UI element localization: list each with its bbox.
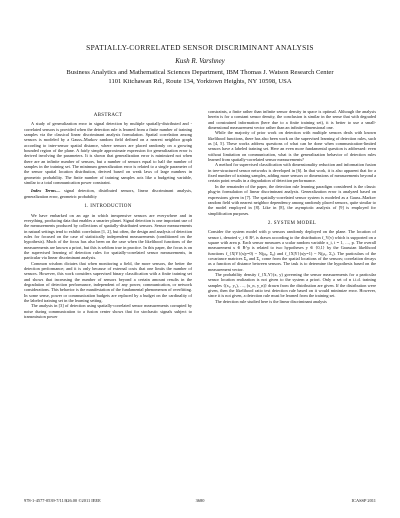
footer-venue: ICASSP 2011 — [351, 498, 376, 503]
body-paragraph: constraints, a finite rather than infinite sensor density in space is optimal. Although the analysis herein is for a constant sensor density, the conclusion is similar in the sense that with degraded and constrained information (here due to a finite training set), it is better to use a small-dimensional measurement vector rather than an infinite-dimensional one. — [208, 109, 376, 131]
abstract-text: A study of generalization error in signal detection by multiple spatially-distributed and -correlated sensors is provided when the detection rule is learned from a finite number of training samples via the classical linear discriminant analysis formulation. Spatial correlation among sensors is modeled by a Gauss–Markov random field defined on a nearest neighbor graph according to inter-sensor spatial distance, where sensors are placed randomly on a growing bounded region of the plane. A fairly simple approximate expression for generalization error is derived involving the parameters. It is shown that generalization error is minimized not when there are an infinite number of sensors, but a number of sensors equal to half the number of samples in the training set. The minimum generalization error is related to a single parameter of the sensor spatial location distribution, derived based on weak laws of large numbers in geometric probability. The finite number of training samples acts like a budgeting variable, similar to a total communication power constraint. — [24, 121, 192, 186]
body-paragraph: While the majority of prior work on detection with multiple sensors deals with known likelihood functions, there has also been work on the supervised learning of detection rules, such as [4, 5]. These works address questions of what can be done when communication-limited sensors have a labeled training set. Here an even more fundamental question is addressed: even without limitation on communication, what is the generalization behavior of detection rules learned from spatially-correlated sensor measurements? — [208, 130, 376, 163]
right-column — [208, 109, 376, 304]
footer-page-number: 3680 — [195, 498, 205, 503]
paper-title: SPATIALLY-CORRELATED SENSOR DISCRIMINANT ANALYSIS — [86, 43, 314, 52]
left-column — [24, 112, 192, 319]
affiliation-line: 1101 Kitchawan Rd., Route 134, Yorktown Heights, NY 10598, USA — [108, 77, 292, 85]
system-model-heading: 2. SYSTEM MODEL — [267, 220, 317, 226]
body-paragraph: The analysis in [3] of detection using spatially-correlated sensor measurements corrupted by noise during communication to a fusion center shows that for stochastic signals subject to transmission power — [24, 303, 192, 320]
index-terms-text: signal detection, distributed sensors, linear discriminant analysis, generalization error, geometric probability — [24, 188, 192, 199]
footer-copyright: 978-1-4577-0539-7/11/$26.00 ©2011 IEEE — [24, 498, 101, 503]
index-terms-label: Index Terms— — [31, 188, 61, 194]
body-paragraph: The probability density f_{X,Y}(x, y) governing the sensor measurements for a particular sensor location realization is not given to the system a priori. Only a set of n i.i.d. training samples {(x₁, y₁), …, (x_n, y_n)} drawn from the distribution are given. If the distribution were given, then the likelihood ratio test detection rule based on it would minimize error. However, since it is not given, a detection rule must be learned from the training set. — [208, 271, 376, 299]
body-paragraph: Consider the system model with p sensors randomly deployed on the plane. The location of sensor i, denoted v_i ∈ R², is drawn according to the distribution f_V(v) which is supported on a square with area p. Each sensor measures a scalar random variable x_i, i = 1, …, p. The overall measurement x ∈ R^p is related to two hypotheses y ∈ {0,1} by the Gaussian likelihood functions f_{X|Y}(x|y=0) ~ N(μ₀, Σ₀) and f_{X|Y}(x|y=1) ~ N(μ₁, Σ₁). The particulars of the covariance matrices Σ₀ and Σ₁ come from the spatial locations of the sensors; correlation decays as a function of distance between sensors. The task is to determine the hypothesis based on the measurement vector. — [208, 229, 376, 272]
affiliation-line: Business Analytics and Mathematical Sciences Department, IBM Thomas J. Watson Research Center — [66, 69, 334, 76]
paper-author: Kush R. Varshney — [175, 57, 225, 65]
body-paragraph: In the remainder of the paper, the detection rule learning paradigm considered is the classic plug-in formulation of linear discriminant analysis. Generalization error is analyzed based on expressions given in [7]. The spatially-correlated sensor system is modeled as a Gauss–Markov random field with nearest neighbor dependency among randomly placed sensors, quite similar to the model employed in [8]. Like in [8], the asymptotic analysis of [9] is employed for simplification purposes. — [208, 183, 376, 216]
abstract-heading: ABSTRACT — [93, 113, 123, 118]
body-paragraph: Common wisdom dictates that when monitoring a field, the more sensors, the better the detection performance; and it is only because of external costs that one limits the number of sensors. However, this work considers supervised binary classification with a finite training set and shows that increasing the number of sensors beyond a certain amount results in the degradation of detection performance, independent of any power, communication, or network considerations. This behavior is the manifestation of the fundamental phenomenon of overfitting. In some sense, power or communication budgets are replaced by a budget on the cardinality of the labeled training set in the learning setting. — [24, 260, 192, 303]
introduction-heading: 1. INTRODUCTION — [84, 204, 132, 210]
author-affiliation — [0, 69, 400, 86]
body-paragraph: The detection rule studied here is the linear discriminant analysis — [215, 298, 327, 304]
body-paragraph: We have embarked on an age in which inexpensive sensors are everywhere and in everything, producing data that enables a smarter planet. Signal detection is one important use of the measurements produced by collections of spatially-distributed sensors. Sensor measurements in natural settings tend to exhibit correlation [1, 2], but often, the design and analysis of detection rules for focused on the case of statistically independent measurements (conditioned on the hypothesis). Much of the focus has also been on the case when the likelihood functions of the measurements are known a priori, but this is seldom true in practice. In this paper, the focus is on the supervised learning of detection rules for spatially-correlated sensor measurements, in particular via linear discriminant analysis. — [24, 212, 192, 261]
body-paragraph: A method for supervised classification with dimensionality reduction and information fusion in tree-structured sensor networks is developed in [6]. In that work, it is also apparent that for a fixed number of training samples, adding more sensors or dimensions of measurements beyond a certain point results in a degradation of detection performance. — [208, 162, 376, 184]
index-terms — [24, 188, 192, 199]
